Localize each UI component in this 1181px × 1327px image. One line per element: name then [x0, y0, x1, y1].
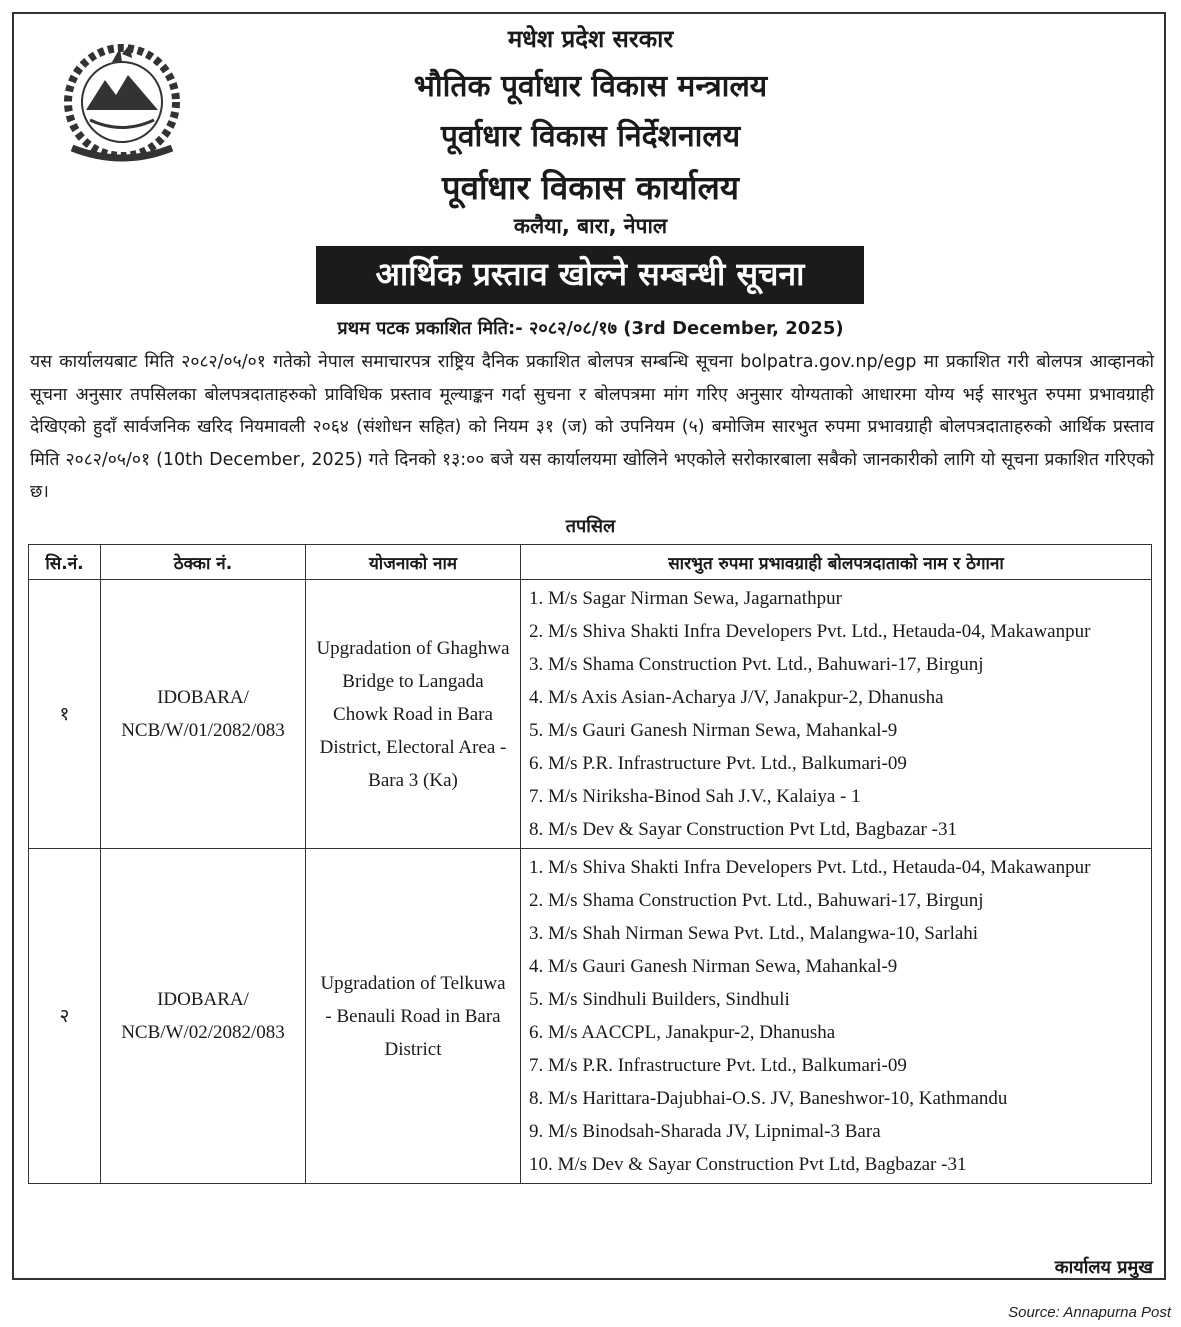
notice-body: यस कार्यालयबाट मिति २०८२/०५/०१ गतेको नेपाल समाचारपत्र राष्ट्रिय दैनिक प्रकाशित बोलपत्र सम्बन्धि सूचना bolpatra.gov.np/egp मा प्रकाशित गरी बोलपत्र आव्हानको सूचना अनुसार तपसिलका बोलपत्रदाताहरुको प्राविधिक प्रस्ताव मूल्याङ्कन गर्दा सुचना र बोलपत्रमा मांग गरिए अनुसार योग्यताको आधारमा योग्य भई सारभुत रुपमा प्रभावग्राही देखिएको हुदाँ सार्वजनिक खरिद नियमावली २०६४ (संशोधन सहित) को नियम ३१ (ज) को उपनियम (५) बमोजिम सारभुत रुपमा प्रभावग्राही बोलपत्रदाताहरुको आर्थिक प्रस्ताव मिति २०८२/०५/०१ (10th December, 2025) गते दिनको १३:०० बजे यस कार्यालयमा खोलिने भएकोले सरोकारबाला सबैको जानकारीको लागि यो सूचना प्रकाशित गरिएको छ। [30, 352, 1154, 502]
bidder-item: 3. M/s Shama Construction Pvt. Ltd., Bahuwari-17, Birgunj [529, 654, 984, 675]
bidder-item: 1. M/s Shiva Shakti Infra Developers Pvt. Ltd., Hetauda-04, Makawanpur [529, 857, 1091, 878]
contract-number: IDOBARA/ NCB/W/01/2082/083 [101, 580, 306, 849]
project-name: Upgradation of Ghaghwa Bridge to Langada Chowk Road in Bara District, Electoral Area - Bara 3 (Ka) [306, 580, 521, 849]
bidder-item: 3. M/s Shah Nirman Sewa Pvt. Ltd., Malangwa-10, Sarlahi [529, 923, 979, 944]
serial-number: २ [29, 849, 101, 1184]
bidder-item: 10. M/s Dev & Sayar Construction Pvt Ltd, Bagbazar -31 [529, 1154, 967, 1175]
bidder-item: 7. M/s P.R. Infrastructure Pvt. Ltd., Balkumari-09 [529, 1055, 907, 1076]
bidder-item: 5. M/s Sindhuli Builders, Sindhuli [529, 989, 790, 1010]
table-row [29, 849, 1152, 1184]
bidder-item: 4. M/s Axis Asian-Acharya J/V, Janakpur-2, Dhanusha [529, 687, 944, 708]
bidder-item: 2. M/s Shiva Shakti Infra Developers Pvt. Ltd., Hetauda-04, Makawanpur [529, 621, 1091, 642]
bidder-item: 5. M/s Gauri Ganesh Nirman Sewa, Mahankal-9 [529, 720, 898, 741]
bidder-list [521, 849, 1152, 1184]
header-sn: सि.नं. [29, 545, 101, 580]
bidder-item: 8. M/s Dev & Sayar Construction Pvt Ltd, Bagbazar -31 [529, 819, 957, 840]
details-heading: तपसिल [565, 516, 616, 537]
table-header-row [29, 545, 1152, 580]
ministry-name: भौतिक पूर्वाधार विकास मन्त्रालय [413, 69, 768, 104]
table-row [29, 580, 1152, 849]
bidder-item: 2. M/s Shama Construction Pvt. Ltd., Bahuwari-17, Birgunj [529, 890, 984, 911]
publish-date: प्रथम पटक प्रकाशित मिति:- २०८२/०८/१७ (3rd December, 2025) [337, 318, 844, 339]
bidders-table [28, 544, 1152, 1184]
province-government: मधेश प्रदेश सरकार [507, 25, 674, 53]
notice-title: आर्थिक प्रस्ताव खोल्ने सम्बन्धी सूचना [316, 246, 864, 304]
bidder-item: 4. M/s Gauri Ganesh Nirman Sewa, Mahankal-9 [529, 956, 898, 977]
serial-number: १ [29, 580, 101, 849]
bidder-item: 7. M/s Niriksha-Binod Sah J.V., Kalaiya - 1 [529, 786, 861, 807]
bidder-list [521, 580, 1152, 849]
bidder-item: 1. M/s Sagar Nirman Sewa, Jagarnathpur [529, 588, 842, 609]
source-credit: Source: Annapurna Post [1008, 1304, 1171, 1321]
header-project-name: योजनाको नाम [306, 545, 521, 580]
office-chief-signature: कार्यालय प्रमुख [1054, 1257, 1153, 1278]
bidder-item: 6. M/s P.R. Infrastructure Pvt. Ltd., Balkumari-09 [529, 753, 907, 774]
bidder-item: 9. M/s Binodsah-Sharada JV, Lipnimal-3 Bara [529, 1121, 881, 1142]
header-bidders: सारभुत रुपमा प्रभावग्राही बोलपत्रदाताको नाम र ठेगाना [521, 545, 1152, 580]
directorate-name: पूर्वाधार विकास निर्देशनालय [440, 119, 741, 154]
project-name: Upgradation of Telkuwa - Benauli Road in Bara District [306, 849, 521, 1184]
contract-number: IDOBARA/ NCB/W/02/2082/083 [101, 849, 306, 1184]
bidder-item: 8. M/s Harittara-Dajubhai-O.S. JV, Baneshwor-10, Kathmandu [529, 1088, 1008, 1109]
bidder-item: 6. M/s AACCPL, Janakpur-2, Dhanusha [529, 1022, 836, 1043]
office-address: कलैया, बारा, नेपाल [513, 214, 668, 238]
header-contract-no: ठेक्का नं. [101, 545, 306, 580]
office-name: पूर्वाधार विकास कार्यालय [441, 168, 740, 207]
